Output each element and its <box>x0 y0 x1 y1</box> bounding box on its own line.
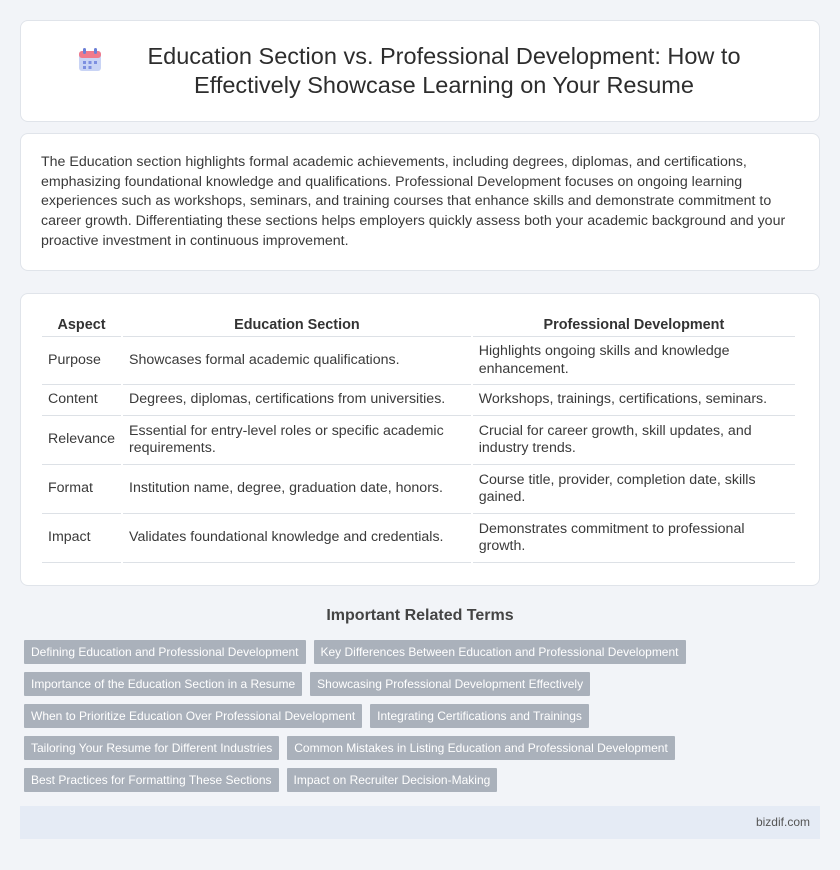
related-term-tag[interactable]: Tailoring Your Resume for Different Industries <box>24 736 279 760</box>
cell-professional: Demonstrates commitment to professional growth. <box>473 514 795 563</box>
cell-professional: Highlights ongoing skills and knowledge enhancement. <box>473 337 795 385</box>
footer <box>20 806 820 839</box>
header-card <box>20 20 820 122</box>
related-term-tag[interactable]: Showcasing Professional Development Effectively <box>310 672 590 696</box>
table-row <box>42 337 795 385</box>
cell-professional: Workshops, trainings, certifications, seminars. <box>473 385 795 416</box>
cell-professional: Crucial for career growth, skill updates, and industry trends. <box>473 416 795 465</box>
cell-aspect: Purpose <box>42 337 121 385</box>
title-wrap <box>76 42 764 100</box>
table-row <box>42 465 795 514</box>
tag-row <box>24 640 824 664</box>
cell-professional: Course title, provider, completion date, skills gained. <box>473 465 795 514</box>
calendar-icon <box>76 46 104 74</box>
cell-education: Essential for entry-level roles or specific academic requirements. <box>123 416 471 465</box>
cell-education: Showcases formal academic qualifications. <box>123 337 471 385</box>
tag-row <box>24 704 824 728</box>
related-term-tag[interactable]: Key Differences Between Education and Professional Development <box>314 640 686 664</box>
comparison-table-card <box>20 293 820 586</box>
page-title: Education Section vs. Professional Development: How to Effectively Showcase Learning on Your Resume <box>147 43 741 98</box>
related-term-tag[interactable]: When to Prioritize Education Over Professional Development <box>24 704 362 728</box>
related-term-tag[interactable]: Importance of the Education Section in a Resume <box>24 672 302 696</box>
table-row <box>42 385 795 416</box>
related-term-tag[interactable]: Defining Education and Professional Development <box>24 640 306 664</box>
tag-row <box>24 768 824 792</box>
cell-aspect: Relevance <box>42 416 121 465</box>
related-term-tag[interactable]: Best Practices for Formatting These Sections <box>24 768 279 792</box>
table-header-row <box>42 313 795 337</box>
related-term-tag[interactable]: Common Mistakes in Listing Education and Professional Development <box>287 736 675 760</box>
cell-education: Validates foundational knowledge and credentials. <box>123 514 471 563</box>
related-terms-title: Important Related Terms <box>326 607 514 624</box>
cell-aspect: Format <box>42 465 121 514</box>
cell-aspect: Content <box>42 385 121 416</box>
header-aspect: Aspect <box>42 313 121 337</box>
intro-text: The Education section highlights formal academic achievements, including degrees, diplomas, and certifications, emphasizing foundational knowledge and qualifications. Professional Development focuses on ongoing learning experiences such as workshops, seminars, and training courses that enhance skills and demonstrate commitment to career growth. Differentiating these sections helps employers quickly assess both your academic background and your proactive investment in continuous improvement. <box>41 154 786 249</box>
footer-site-link[interactable]: bizdif.com <box>755 815 810 829</box>
related-term-tag[interactable]: Integrating Certifications and Trainings <box>370 704 589 728</box>
header-professional: Professional Development <box>473 313 795 337</box>
cell-aspect: Impact <box>42 514 121 563</box>
comparison-table <box>40 313 797 563</box>
intro-card <box>20 133 820 271</box>
table-row <box>42 514 795 563</box>
cell-education: Degrees, diplomas, certifications from universities. <box>123 385 471 416</box>
related-terms-list <box>24 640 824 800</box>
tag-row <box>24 736 824 760</box>
cell-education: Institution name, degree, graduation date, honors. <box>123 465 471 514</box>
tag-row <box>24 672 824 696</box>
related-term-tag[interactable]: Impact on Recruiter Decision-Making <box>287 768 498 792</box>
table-row <box>42 416 795 465</box>
header-education: Education Section <box>123 313 471 337</box>
